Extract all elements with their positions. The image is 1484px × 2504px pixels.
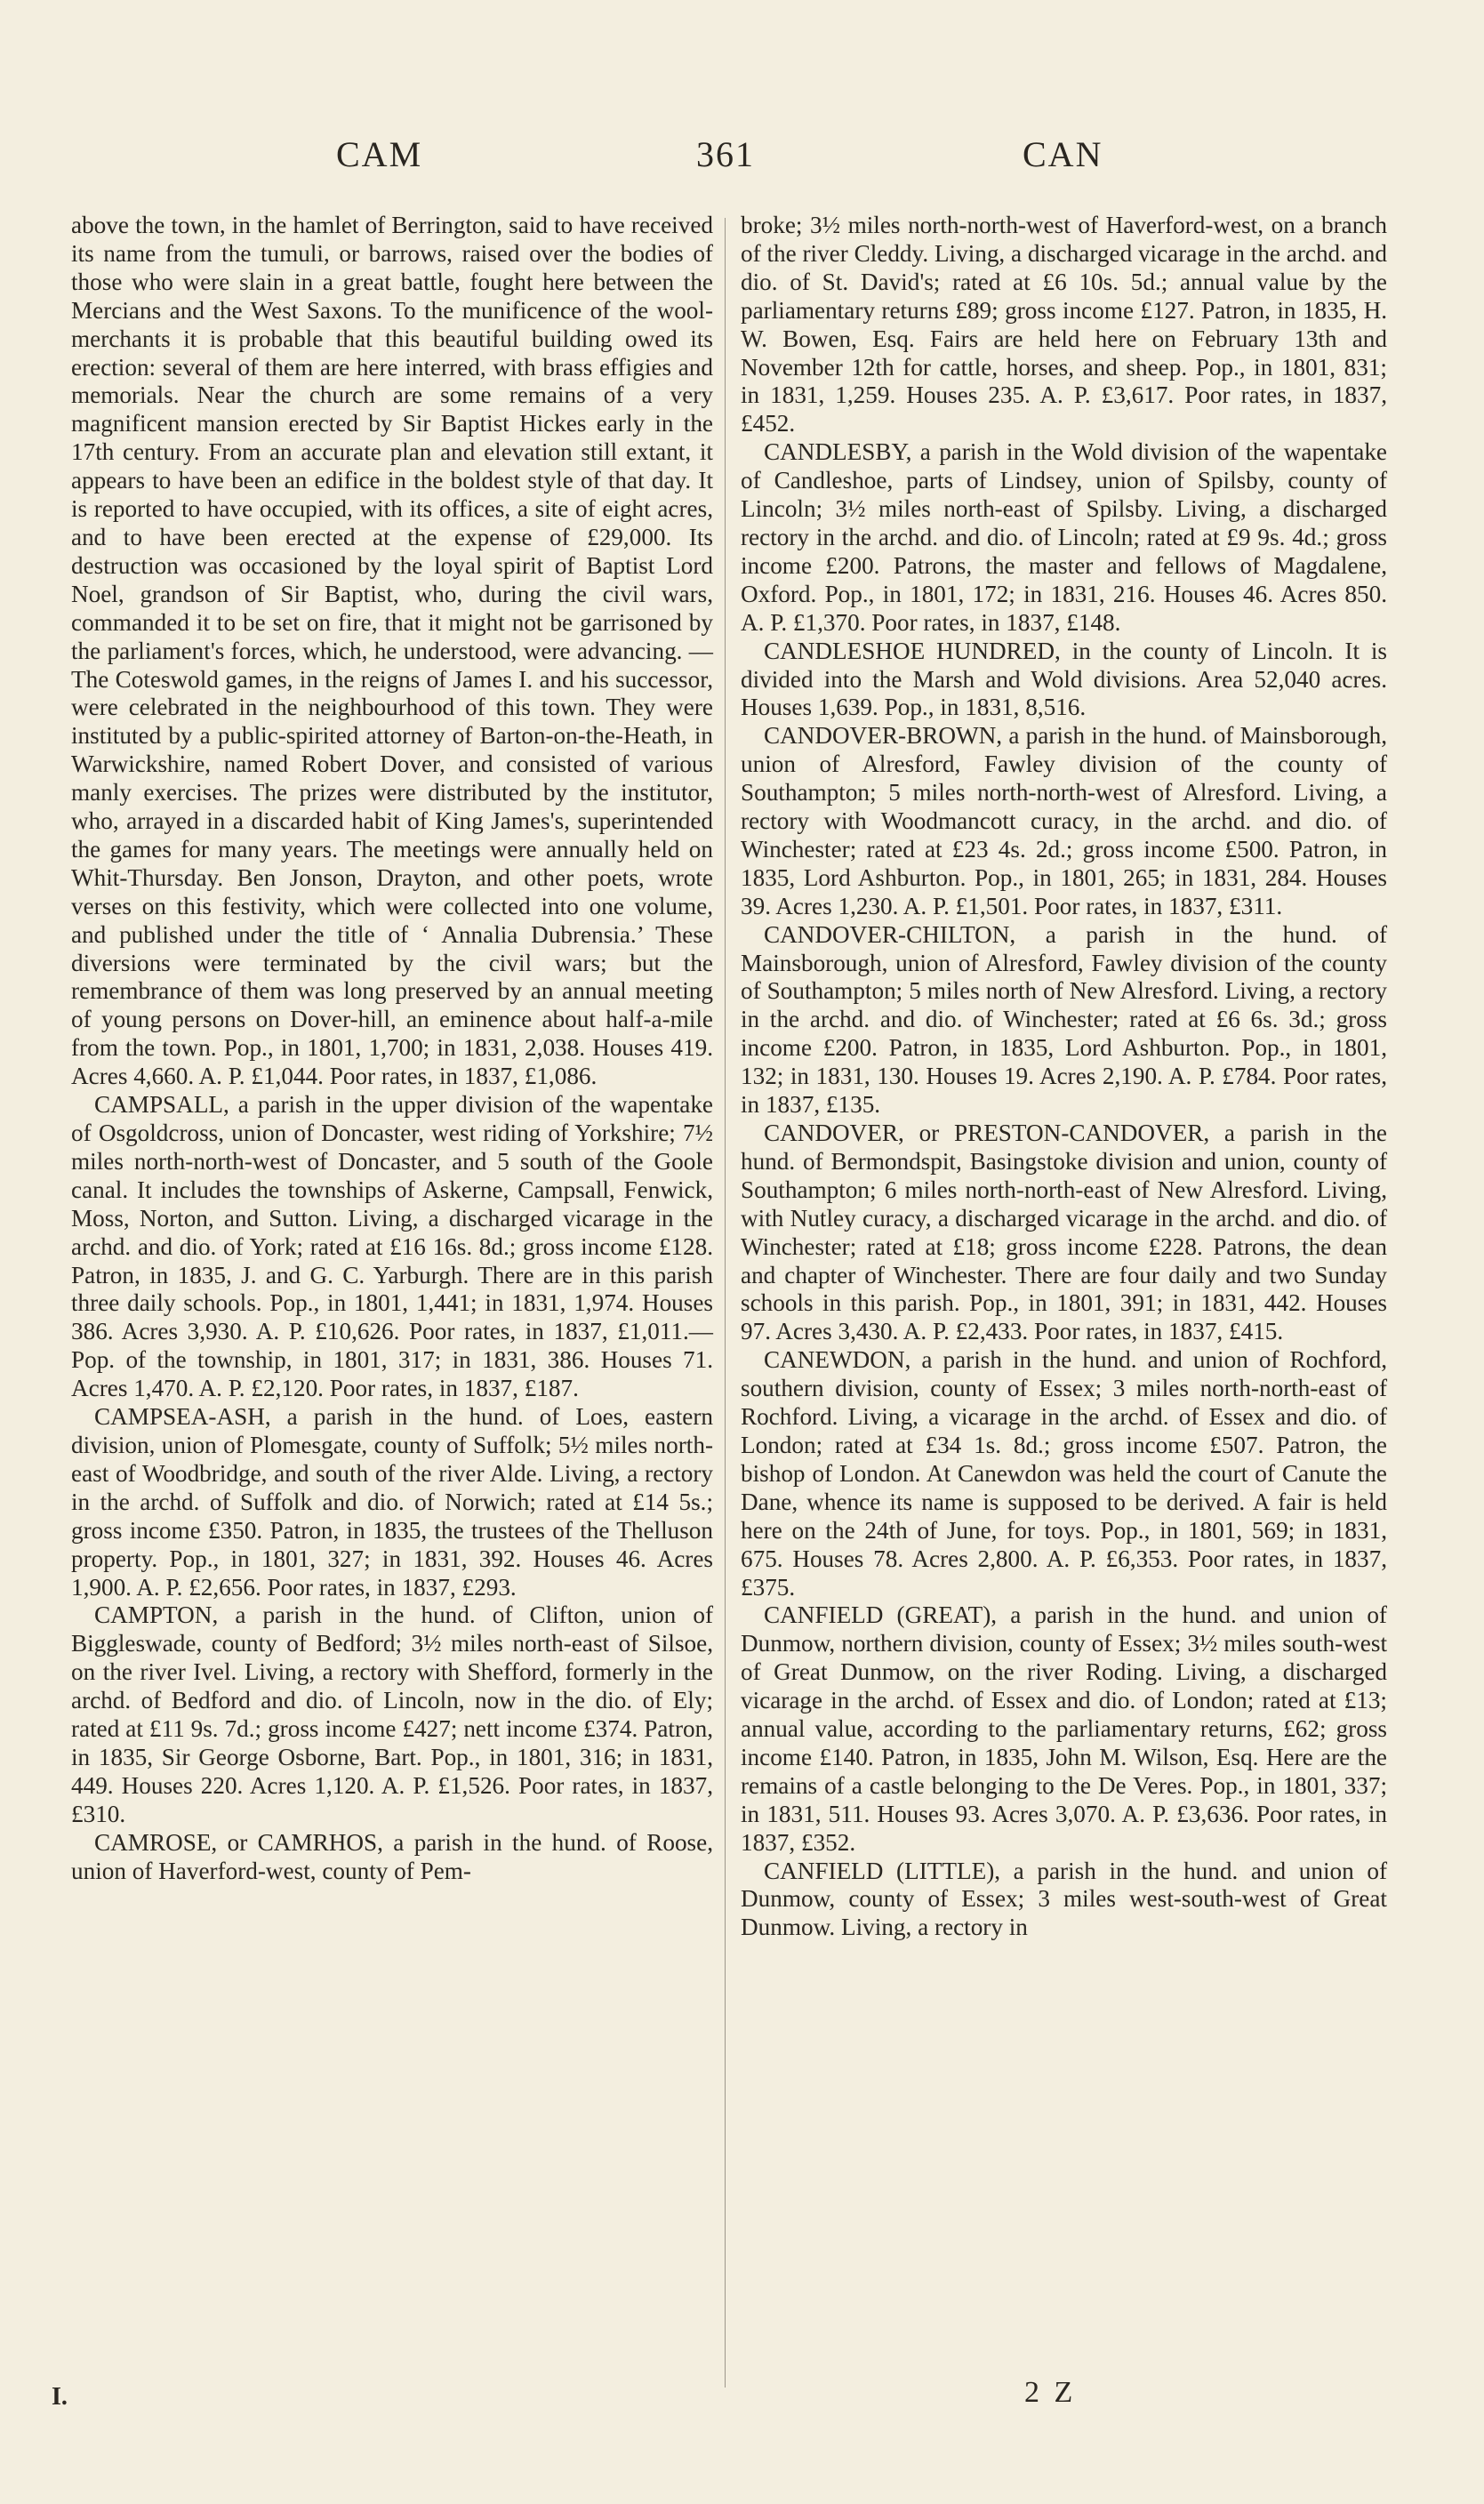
entry-paragraph: above the town, in the hamlet of Berrington, said to have received its name from the tumuli, or barrows, raised over the bodies of those who were slain in a great battle, fought here between the Mercians and the West Saxons. To the munificence of the wool-merchants it is probable that this beautiful building owed its erection: several of them are here interred, with brass effigies and memorials. Near the church are some remains of a very magnificent mansion erected by Sir Baptist Hickes early in the 17th century. From an accurate plan and elevation still extant, it appears to have been an edifice in the boldest style of that day. It is reported to have occupied, with its offices, a site of eight acres, and to have been erected at the expense of £29,000. Its destruction was occasioned by the loyal spirit of Baptist Lord Noel, grandson of Sir Baptist, who, during the civil wars, commanded it to be set on fire, that it might not be garrisoned by the parliament's forces, which, he understood, were advancing. —The Coteswold games, in the reigns of James I. and his successor, were celebrated in the neighbourhood of this town. They were instituted by a public-spirited attorney of Barton-on-the-Heath, in Warwickshire, named Robert Dover, and consisted of various manly exercises. The prizes were distributed by the institutor, who, arrayed in a discarded habit of King James's, superintended the games for many years. The meetings were annually held on Whit-Thursday. Ben Jonson, Drayton, and other poets, wrote verses on this festivity, which were collected into one volume, and published under the title of ‘ Annalia Dubrensia.’ These diversions were terminated by the civil wars; but the remembrance of them was long preserved by an annual meeting of young persons on Dover-hill, an eminence about half-a-mile from the town. Pop., in 1801, 1,700; in 1831, 2,038. Houses 419. Acres 4,660. A. P. £1,044. Poor rates, in 1837, £1,086. xyxy=(71,212,713,1090)
right-column xyxy=(741,212,1387,1942)
entry-candlesby: CANDLESBY, a parish in the Wold division of the wapentake of Candleshoe, parts of Lindsey, union of Spilsby, county of Lincoln; 3½ miles north-east of Spilsby. Living, a discharged rectory in the archd. and dio. of Lincoln; rated at £9 9s. 4d.; gross income £200. Patrons, the master and fellows of Magdalene, Oxford. Pop., in 1801, 172; in 1831, 216. Houses 46. Acres 850. A. P. £1,370. Poor rates, in 1837, £148. xyxy=(741,438,1387,636)
entry-canewdon: CANEWDON, a parish in the hund. and union of Rochford, southern division, county of Essex; 3 miles north-north-east of Rochford. Living, a vicarage in the archd. of Essex and dio. of London; rated at £34 1s. 8d.; gross income £507. Patron, the bishop of London. At Canewdon was held the court of Canute the Dane, whence its name is supposed to be derived. A fair is held here on the 24th of June, for toys. Pop., in 1801, 569; in 1831, 675. Houses 78. Acres 2,800. A. P. £6,353. Poor rates, in 1837, £375. xyxy=(741,1346,1387,1601)
entry-candover: CANDOVER, or PRESTON-CANDOVER, a parish in the hund. of Bermondspit, Basingstoke division and union, county of Southampton; 6 miles north-north-east of New Alresford. Living, with Nutley curacy, a discharged vicarage in the archd. and dio. of Winchester; rated at £18; gross income £228. Patrons, the dean and chapter of Winchester. There are four daily and two Sunday schools in this parish. Pop., in 1801, 391; in 1831, 442. Houses 97. Acres 3,430. A. P. £2,433. Poor rates, in 1837, £415. xyxy=(741,1120,1387,1345)
page-number: 361 xyxy=(696,134,755,174)
entry-canfield-little: CANFIELD (LITTLE), a parish in the hund. and union of Dunmow, county of Essex; 3 miles west-south-west of Great Dunmow. Living, a rectory in xyxy=(741,1857,1387,1941)
entry-candover-chilton: CANDOVER-CHILTON, a parish in the hund. of Mainsborough, union of Alresford, Fawley division of the county of Southampton; 5 miles north of New Alresford. Living, a rectory in the archd. and dio. of Winchester; rated at £6 6s. 3d.; gross income £200. Patron, in 1835, Lord Ashburton. Pop., in 1801, 132; in 1831, 130. Houses 19. Acres 2,190. A. P. £784. Poor rates, in 1837, £135. xyxy=(741,920,1387,1119)
entry-campsall: CAMPSALL, a parish in the upper division of the wapentake of Osgoldcross, union of Doncaster, west riding of Yorkshire; 7½ miles north-north-west of Doncaster, and 5 south of the Goole canal. It includes the townships of Askerne, Campsall, Fenwick, Moss, Norton, and Sutton. Living, a discharged vicarage in the archd. and dio. of York; rated at £16 16s. 8d.; gross income £128. Patron, in 1835, J. and G. C. Yarburgh. There are in this parish three daily schools. Pop., in 1801, 1,441; in 1831, 1,974. Houses 386. Acres 3,930. A. P. £10,626. Poor rates, in 1837, £1,011.—Pop. of the township, in 1801, 317; in 1831, 386. Houses 71. Acres 1,470. A. P. £2,120. Poor rates, in 1837, £187. xyxy=(71,1091,713,1402)
signature-mark: 2 Z xyxy=(1024,2376,1077,2409)
left-column xyxy=(71,212,713,1885)
entry-canfield-great: CANFIELD (GREAT), a parish in the hund. and union of Dunmow, northern division, county of Essex; 3½ miles south-west of Great Dunmow, on the river Roding. Living, a discharged vicarage in the archd. of Essex and dio. of London; rated at £13; annual value, according to the parliamentary returns, £62; gross income £140. Patron, in 1835, John M. Wilson, Esq. Here are the remains of a castle belonging to the De Veres. Pop., in 1801, 337; in 1831, 511. Houses 93. Acres 3,070. A. P. £3,636. Poor rates, in 1837, £352. xyxy=(741,1601,1387,1856)
running-head-left: CAM xyxy=(336,134,423,174)
entry-paragraph: broke; 3½ miles north-north-west of Haverford-west, on a branch of the river Cleddy. Living, a discharged vicarage in the archd. and dio. of St. David's; rated at £6 10s. 5d.; annual value by the parliamentary returns £89; gross income £127. Patron, in 1835, H. W. Bowen, Esq. Fairs are held here on February 13th and November 12th for cattle, horses, and sheep. Pop., in 1801, 831; in 1831, 1,259. Houses 235. A. P. £3,617. Poor rates, in 1837, £452. xyxy=(741,212,1387,437)
running-head-right: CAN xyxy=(1023,134,1103,174)
entry-candover-brown: CANDOVER-BROWN, a parish in the hund. of Mainsborough, union of Alresford, Fawley division of the county of Southampton; 5 miles north-north-west of Alresford. Living, a rectory with Woodmancott curacy, in the archd. and dio. of Winchester; rated at £23 4s. 2d.; gross income £500. Patron, in 1835, Lord Ashburton. Pop., in 1801, 265; in 1831, 284. Houses 39. Acres 1,230. A. P. £1,501. Poor rates, in 1837, £311. xyxy=(741,722,1387,919)
signature-mark-left: I. xyxy=(52,2383,68,2411)
entry-campton: CAMPTON, a parish in the hund. of Clifton, union of Biggleswade, county of Bedford; 3½ miles north-east of Silsoe, on the river Ivel. Living, a rectory with Shefford, formerly in the archd. of Bedford and dio. of Lincoln, now in the dio. of Ely; rated at £11 9s. 7d.; gross income £427; nett income £374. Patron, in 1835, Sir George Osborne, Bart. Pop., in 1801, 316; in 1831, 449. Houses 220. Acres 1,120. A. P. £1,526. Poor rates, in 1837, £310. xyxy=(71,1601,713,1827)
column-divider xyxy=(725,218,726,2388)
entry-candleshoe-hundred: CANDLESHOE HUNDRED, in the county of Lincoln. It is divided into the Marsh and Wold divisions. Area 52,040 acres. Houses 1,639. Pop., in 1831, 8,516. xyxy=(741,637,1387,721)
entry-camrose: CAMROSE, or CAMRHOS, a parish in the hund. of Roose, union of Haverford-west, county of Pem- xyxy=(71,1828,713,1884)
entry-campsea-ash: CAMPSEA-ASH, a parish in the hund. of Loes, eastern division, union of Plomesgate, county of Suffolk; 5½ miles north-east of Woodbridge, and south of the river Alde. Living, a rectory in the archd. of Suffolk and dio. of Norwich; rated at £14 5s.; gross income £350. Patron, in 1835, the trustees of the Thelluson property. Pop., in 1801, 327; in 1831, 392. Houses 46. Acres 1,900. A. P. £2,656. Poor rates, in 1837, £293. xyxy=(71,1403,713,1601)
